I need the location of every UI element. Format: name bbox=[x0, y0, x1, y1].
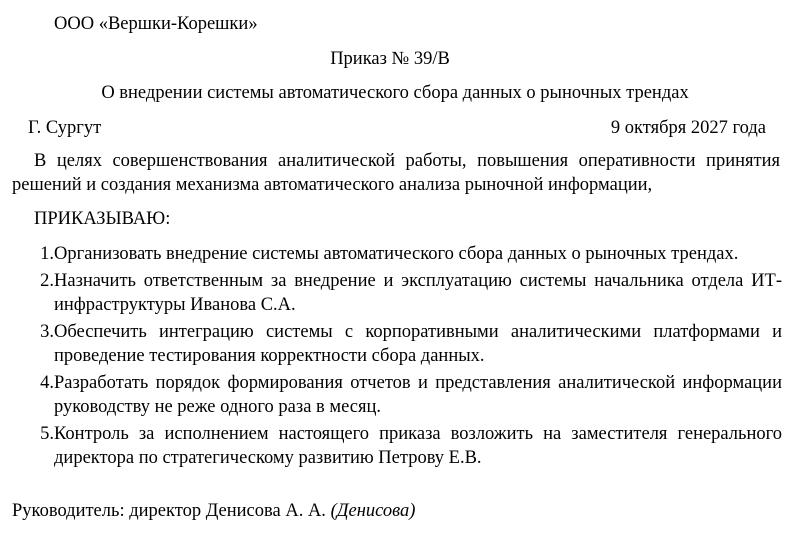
order-item bbox=[12, 320, 782, 368]
order-item-number: 3. bbox=[40, 322, 54, 342]
order-item bbox=[12, 422, 782, 470]
order-number: Приказ № 39/В bbox=[330, 49, 450, 69]
order-item bbox=[12, 242, 782, 266]
order-item bbox=[12, 269, 782, 317]
order-item-number: 4. bbox=[40, 373, 54, 393]
order-title: О внедрении системы автоматического сбора данных о рыночных трендах bbox=[101, 83, 689, 103]
order-item-number: 5. bbox=[40, 424, 54, 444]
order-item-text: Организовать внедрение системы автоматического сбора данных о рыночных трендах. bbox=[54, 244, 739, 264]
signature-handwritten: (Денисова) bbox=[330, 501, 416, 521]
order-items-list bbox=[12, 242, 782, 473]
organization-name: ООО «Вершки-Корешки» bbox=[54, 14, 258, 34]
order-item-number: 1. bbox=[40, 244, 54, 264]
order-item bbox=[12, 371, 782, 419]
signature-line bbox=[12, 499, 415, 523]
preamble-paragraph: В целях совершенствования аналитической работы, повышения оперативности принятия решений и создания механизма автоматического анализа рыночной информации, bbox=[12, 151, 780, 195]
order-date: 9 октября 2027 года bbox=[610, 118, 766, 138]
decree-word: ПРИКАЗЫВАЮ: bbox=[34, 209, 171, 229]
order-item-text: Контроль за исполнением настоящего приказа возложить на заместителя генерального директора по стратегическому развитию Петрову Е.В. bbox=[54, 424, 782, 468]
order-item-text: Обеспечить интеграцию системы с корпоративными аналитическими платформами и проведение тестирования корректности сбора данных. bbox=[54, 322, 782, 366]
city: Г. Сургут bbox=[28, 118, 102, 138]
signature-label: Руководитель: директор Денисова А. А. bbox=[12, 501, 326, 521]
order-item-number: 2. bbox=[40, 271, 54, 291]
order-item-text: Назначить ответственным за внедрение и эксплуатацию системы начальника отдела ИТ-инфраструктуры Иванова С.А. bbox=[54, 271, 782, 315]
order-item-text: Разработать порядок формирования отчетов и представления аналитической информации руководству не реже одного раза в месяц. bbox=[54, 373, 782, 417]
